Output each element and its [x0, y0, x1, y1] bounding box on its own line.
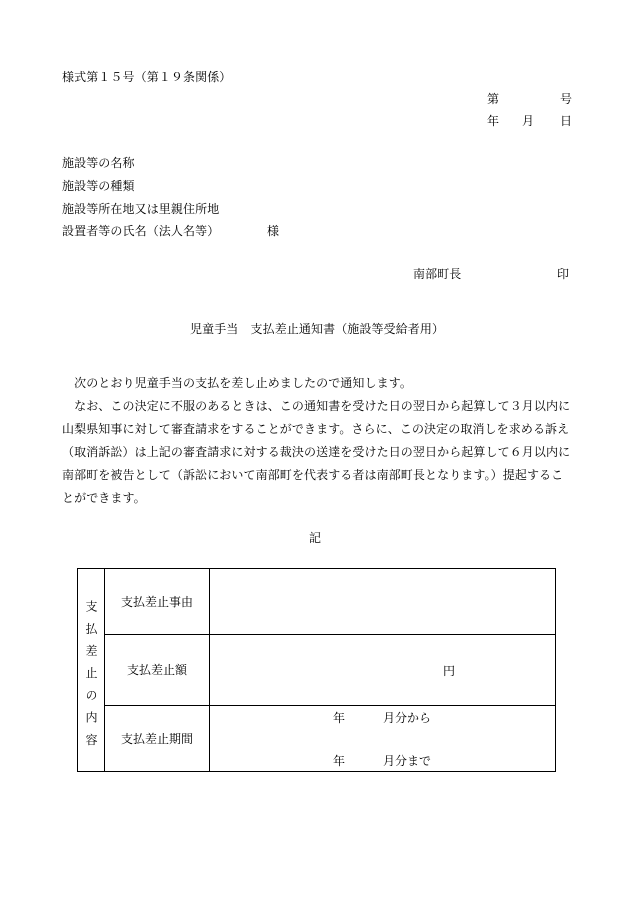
document-number-suffix: 号: [560, 92, 573, 106]
amount-value-cell: [210, 635, 556, 706]
table-row: [78, 706, 556, 772]
amount-unit: 円: [443, 664, 456, 678]
ki-heading: 記: [309, 531, 322, 545]
period-value-cell: [210, 706, 556, 772]
facility-type-label: 施設等の種類: [62, 179, 135, 193]
period-from-month: 月分から: [383, 711, 432, 725]
period-label-cell: [105, 706, 210, 772]
form-number: 様式第１５号（第１９条関係）: [62, 70, 232, 84]
amount-label: 支払差止額: [126, 663, 187, 677]
date-year: 年: [487, 114, 500, 128]
body-line: 南部町を被告として（訴訟において南部町を代表する者は南部町長となります。）提起するこ: [62, 468, 564, 482]
issuer-name: 南部町長: [413, 267, 462, 281]
body-line: とができます。: [62, 491, 146, 505]
details-group-label: 支払差止の内容: [84, 600, 98, 756]
recipient-honorific: 様: [267, 224, 280, 238]
reason-value-cell: [210, 569, 556, 635]
body-line: （取消訴訟）は上記の審査請求に対する裁決の送達を受けた日の翌日から起算して６月以内に: [62, 445, 571, 459]
reason-label-cell: [105, 569, 210, 635]
amount-label-cell: [105, 635, 210, 706]
issuer-seal-mark: 印: [557, 267, 570, 281]
period-to-month: 月分まで: [383, 754, 432, 768]
details-group-cell: [78, 569, 105, 772]
body-line: 山梨県知事に対して審査請求をすることができます。さらに、この決定の取消しを求める訴え: [62, 422, 570, 436]
founder-name-label: 設置者等の氏名（法人名等）: [62, 224, 220, 238]
period-from-year: 年: [333, 711, 346, 725]
body-line: なお、この決定に不服のあるときは、この通知書を受けた日の翌日から起算して３月以内に: [62, 399, 571, 413]
period-to-year: 年: [333, 754, 346, 768]
facility-address-label: 施設等所在地又は里親住所地: [62, 202, 220, 216]
date-month: 月: [522, 114, 535, 128]
document-number-prefix: 第: [487, 92, 500, 106]
notice-body: [62, 372, 570, 510]
period-label: 支払差止期間: [120, 731, 193, 746]
facility-name-label: 施設等の名称: [62, 156, 135, 170]
reason-label: 支払差止事由: [120, 594, 193, 609]
body-line: 次のとおり児童手当の支払を差し止めましたので通知します。: [62, 376, 412, 390]
document-title: 児童手当 支払差止通知書（施設等受給者用）: [190, 322, 445, 336]
table-row: [78, 635, 556, 706]
details-table: [77, 568, 556, 772]
date-day: 日: [560, 114, 573, 128]
table-row: [78, 569, 556, 635]
